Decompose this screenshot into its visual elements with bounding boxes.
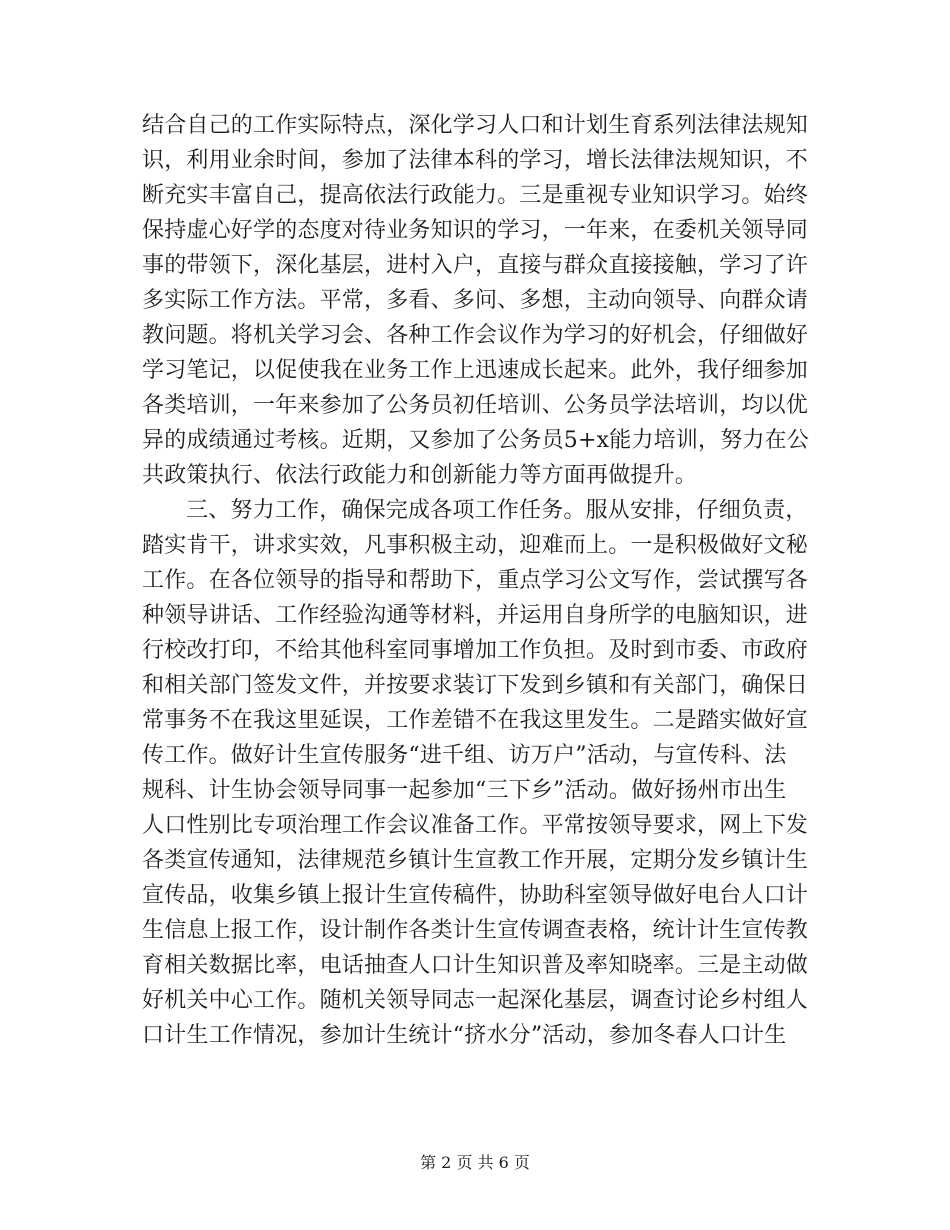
text-line: 宣传品，收集乡镇上报计生宣传稿件，协助科室领导做好电台人口计	[142, 883, 809, 908]
text-line: 育相关数据比率，电话抽查人口计生知识普及率知晓率。三是主动做	[142, 953, 809, 978]
text-line: 人口性别比专项治理工作会议准备工作。平常按领导要求，网上下发	[142, 813, 809, 838]
text-line: 规科、计生协会领导同事一起参加“三下乡”活动。做好扬州市出生	[142, 778, 787, 803]
text-line: 踏实肯干，讲求实效，凡事积极主动，迎难而上。一是积极做好文秘	[142, 533, 809, 558]
text-line: 好机关中心工作。随机关领导同志一起深化基层，调查讨论乡村组人	[142, 988, 809, 1013]
text-line: 行校改打印，不给其他科室同事增加工作负担。及时到市委、市政府	[142, 638, 809, 663]
text-line: 和相关部门签发文件，并按要求装订下发到乡镇和有关部门，确保日	[142, 673, 809, 698]
text-line: 多实际工作方法。平常，多看、多问、多想，主动向领导、向群众请	[142, 288, 809, 313]
text-line: 工作。在各位领导的指导和帮助下，重点学习公文写作，尝试撰写各	[142, 568, 809, 593]
text-line: 学习笔记，以促使我在业务工作上迅速成长起来。此外，我仔细参加	[142, 358, 809, 383]
text-line: 教问题。将机关学习会、各种工作会议作为学习的好机会，仔细做好	[142, 323, 809, 348]
text-line: 断充实丰富自己，提高依法行政能力。三是重视专业知识学习。始终	[142, 183, 809, 208]
text-line: 各类宣传通知，法律规范乡镇计生宣教工作开展，定期分发乡镇计生	[142, 848, 809, 873]
text-line: 异的成绩通过考核。近期，又参加了公务员5+x能力培训，努力在公	[142, 428, 810, 453]
text-line: 种领导讲话、工作经验沟通等材料，并运用自身所学的电脑知识，进	[142, 603, 809, 628]
text-line: 共政策执行、依法行政能力和创新能力等方面再做提升。	[142, 463, 698, 488]
text-line: 生信息上报工作，设计制作各类计生宣传调查表格，统计计生宣传教	[142, 918, 809, 943]
text-line: 结合自己的工作实际特点，深化学习人口和计划生育系列法律法规知	[142, 113, 809, 138]
text-line: 保持虚心好学的态度对待业务知识的学习，一年来，在委机关领导同	[142, 218, 809, 243]
text-line: 常事务不在我这里延误，工作差错不在我这里发生。二是踏实做好宣	[142, 708, 809, 733]
text-line: 口计生工作情况，参加计生统计“挤水分”活动，参加冬春人口计生	[142, 1023, 787, 1048]
paragraph-start-line: 三、努力工作，确保完成各项工作任务。服从安排，仔细负责，	[186, 498, 808, 523]
document-body	[142, 108, 808, 1053]
text-line: 事的带领下，深化基层，进村入户，直接与群众直接接触，学习了许	[142, 253, 809, 278]
page-number-footer: 第 2 页 共 6 页	[420, 1153, 530, 1172]
text-line: 各类培训，一年来参加了公务员初任培训、公务员学法培训，均以优	[142, 393, 809, 418]
text-line: 传工作。做好计生宣传服务“进千组、访万户”活动，与宣传科、法	[142, 743, 787, 768]
text-line: 识，利用业余时间，参加了法律本科的学习，增长法律法规知识，不	[142, 148, 809, 173]
